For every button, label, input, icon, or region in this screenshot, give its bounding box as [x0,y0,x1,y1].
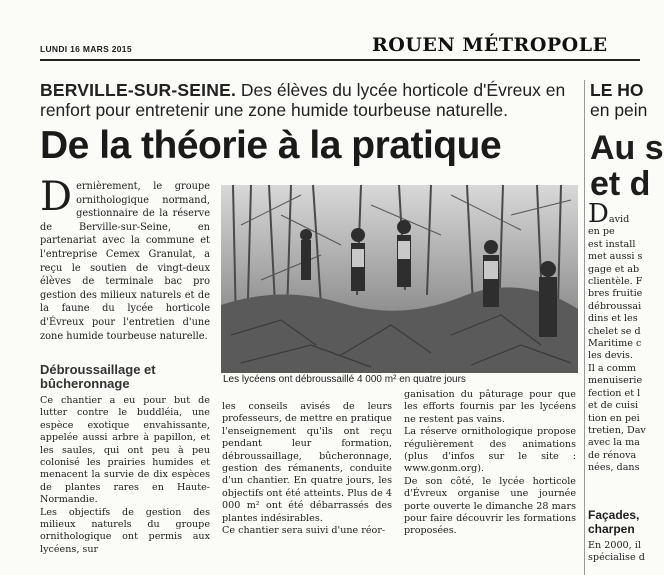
article-subhead: Débroussaillage et bûcheronnage [40,362,156,391]
side-kicker-text: en pein [590,100,648,120]
side-line: met aussi s [588,251,643,263]
photo-caption: Les lycéens ont débroussaillé 4 000 m² en quatre jours [223,374,466,385]
side-line: tretien, Dav [588,424,646,436]
side-article-body [588,199,646,475]
side-line: débroussai [588,300,642,312]
students-clearing-photo [221,185,578,373]
side-article-tail [588,540,644,565]
side-line: gage et ab [588,263,640,275]
paragraph: Les objectifs de gestion des milieux naturels du groupe ornithologique ont permis aux lycéens, sur [40,506,210,555]
article-headline: De la théorie à la pratique [40,124,502,167]
side-subhead-line: charpen [588,522,635,536]
side-subhead-line: Façades, [588,508,640,522]
paragraph: Ce chantier sera suivi d'une réor- [222,525,386,537]
side-line: bres fruitie [588,288,643,300]
header-rule [40,59,640,61]
side-article-subhead [588,508,644,536]
paragraph: De son côté, le lycée horticole d'Évreux organise une journée porte ouverte le dimanche 28 mars pour faire découvrir les formations proposées. [404,475,576,537]
kicker-text: Des élèves du lycée horticole d'Évreux en renfort pour entretenir une zone humide tourbeuse naturelle. [40,80,566,120]
side-kicker-place: LE HO [590,80,644,100]
article-intro [40,174,210,343]
side-line: et de cuisi [588,400,639,412]
side-line: chelet se d [588,325,641,337]
section-title: ROUEN MÉTROPOLE [372,34,608,56]
side-line: en pe [588,226,615,238]
side-article-headline [590,130,664,202]
kicker-place: BERVILLE-SUR-SEINE. [40,80,237,100]
side-line [588,199,644,229]
intro-text: ernièrement, le groupe ornithologique normand, gestionnaire de la réserve de Berville-sur-Seine, en partenariat avec la commune et l'entreprise Cemex Granulat, a reçu le soutien de vingt-deux élèves de terminale bac pro gestion des milieux naturels et de la faune du lycée horticole d'Évreux pour l'entretien d'une zone humide tourbeuse naturelle. [40,181,210,342]
side-line: menuiserie [588,375,643,387]
side-article-kicker [590,80,650,120]
side-line: de rénova [588,449,637,461]
drop-cap: D [40,174,73,220]
side-line: avec la ma [588,437,640,449]
article-kicker [40,80,580,120]
side-line: tion en pei [588,412,640,424]
body-column-1 [40,395,210,556]
paragraph: ganisation du pâturage pour que les efforts fournis par les lycéens ne restent pas vains. [404,389,576,425]
paragraph: les conseils avisés de leurs professeurs, de mettre en pratique l'enseignement qu'ils ont reçu pendant leur formation, débroussaillage, bûcheronnage, gestion des rémanents, conduite d'un chantier. En quatre jours, les objectifs ont été atteints. Plus de 4 000 m² ont été débarrassés des plantes indésirables. [222,401,392,524]
side-line: En 2000, il [588,540,641,551]
body-column-3 [404,389,576,538]
article-photo [221,185,578,373]
side-headline-line: et d [590,165,651,203]
side-line: Maritime c [588,338,642,350]
body-column-2 [222,401,392,537]
column-divider [584,80,585,575]
side-line: Il a comm [588,362,637,374]
side-line: clientèle. F [588,276,643,288]
side-line: est install [588,238,636,250]
side-line: fection et l [588,387,641,399]
paragraph: La réserve ornithologique propose régulièrement des animations (plus d'infos sur le site : www.gonm.org). [404,426,576,475]
paragraph: Ce chantier a eu pour but de lutter contre le buddléia, une espèce exotique envahissante, appelée aussi arbre à papillon, et les saules, qui ont peu à peu colonisé les prairies humides et menacent la survie de dix espèces de plantes rares en Haute-Normandie. [40,395,210,506]
issue-date: LUNDI 16 MARS 2015 [40,44,132,54]
side-line: les devis. [588,350,633,362]
side-line: dins et les [588,313,638,325]
side-line: nées, dans [588,462,640,474]
side-headline-line: Au s [590,129,664,167]
side-line-text: avid [608,214,630,225]
side-line: spécialise d [588,552,645,564]
side-drop-cap: D [588,199,609,229]
